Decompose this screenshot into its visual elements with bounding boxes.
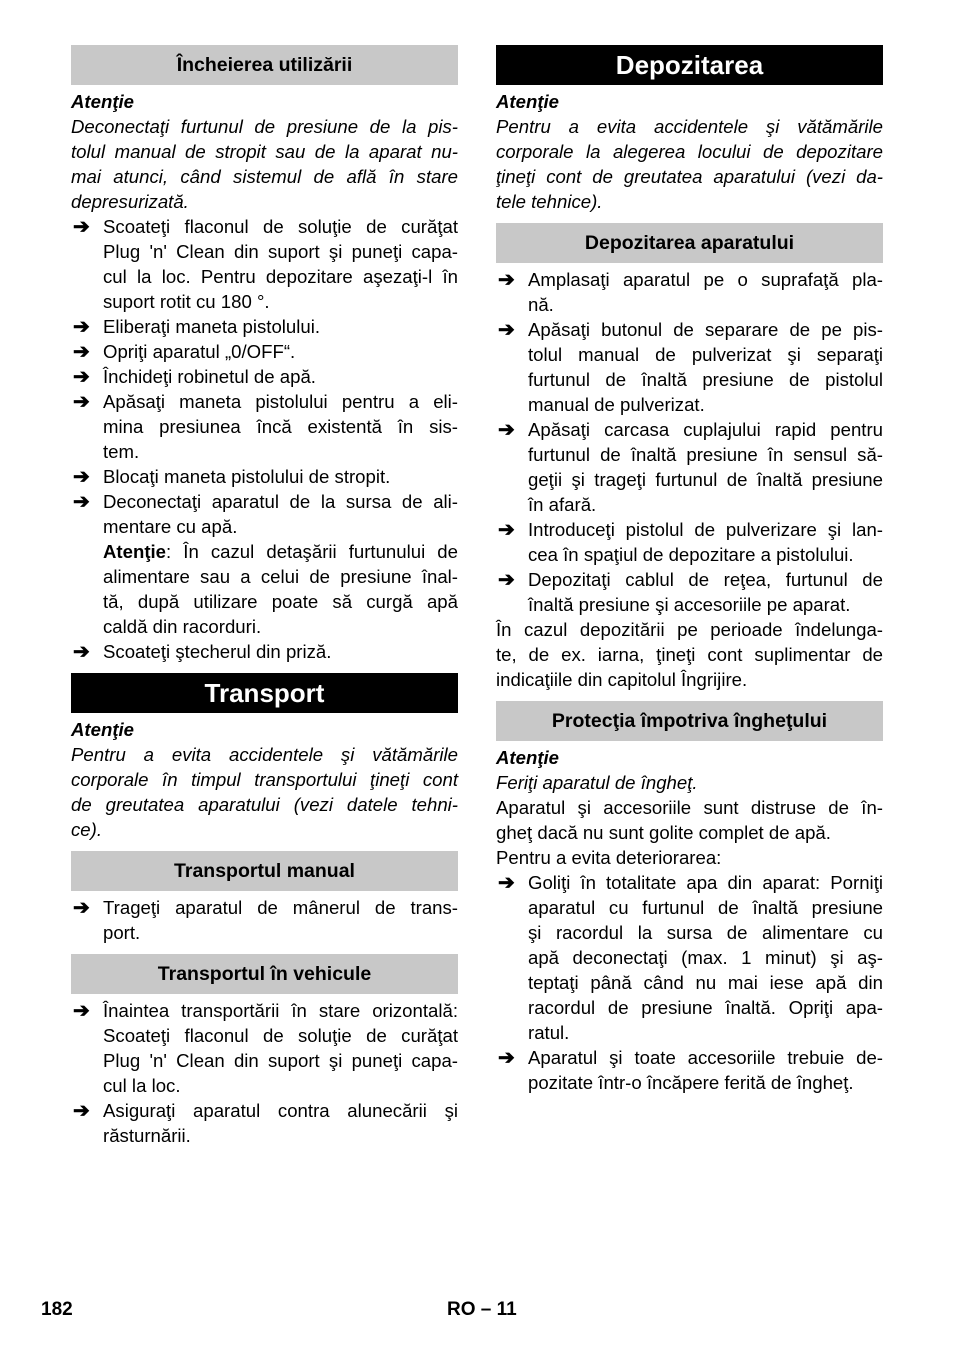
- note-line: alimentare sau a celui de presiune înal-: [103, 566, 458, 587]
- note-line: tă, după utilizare poate să curgă apă: [103, 591, 458, 612]
- warning-title: Atenţie: [71, 719, 135, 740]
- warning-line: corporale în timpul transportului ţineţi cont: [71, 769, 458, 790]
- list-item: ➔ Deconectaţi aparatul de la sursa de ali- mentare cu apă.: [73, 491, 458, 537]
- arrow-right-icon: ➔: [498, 519, 515, 541]
- warning-title: Atenţie: [71, 91, 135, 112]
- warning-line: depresurizată.: [71, 191, 189, 212]
- list-item: ➔ Amplasaţi aparatul pe o suprafaţă pla- nă.: [498, 269, 883, 315]
- arrow-right-icon: ➔: [73, 466, 90, 488]
- note-label: Atenţie: [103, 541, 167, 562]
- arrow-right-icon: ➔: [498, 872, 515, 894]
- paragraph-line: indicaţiile din capitolul Îngrijire.: [496, 669, 748, 690]
- arrow-right-icon: ➔: [73, 491, 90, 513]
- list-item: ➔ Scoateţi ştecherul din priză.: [73, 641, 332, 663]
- arrow-right-icon: ➔: [498, 319, 515, 341]
- paragraph-line: În cazul depozitării pe perioade îndelunga-: [496, 619, 883, 640]
- list-item: ➔ Scoateţi flaconul de soluţie de curăţat Plug 'n' Clean din suport şi puneţi capa- cul la loc. Pentru depozitare aşezaţi-l în suport rotit cu 180 °.: [73, 216, 458, 312]
- list-item: ➔ Opriţi aparatul „0/OFF“.: [73, 341, 296, 363]
- page-number: 182: [41, 1299, 73, 1320]
- page-label: RO – 11: [447, 1299, 517, 1320]
- arrow-right-icon: ➔: [73, 391, 90, 413]
- list-item: ➔ Asiguraţi aparatul contra alunecării şi răsturnării.: [73, 1100, 458, 1146]
- warning-line: Pentru a evita accidentele şi vătămările: [496, 116, 883, 137]
- paragraph-line: gheţ dacă nu sunt golite complet de apă.: [496, 822, 831, 843]
- section-heading-protectia: Protecţia împotriva îngheţului: [496, 701, 883, 741]
- warning-line: tele tehnice).: [496, 191, 603, 212]
- list-item: ➔ Introduceţi pistolul de pulverizare şi lan- cea în spaţiul de depozitare a pistolului.: [498, 519, 883, 565]
- section-heading-transport-manual: Transportul manual: [71, 851, 458, 891]
- arrow-right-icon: ➔: [498, 1047, 515, 1069]
- list-item: ➔ Depozitaţi cablul de reţea, furtunul de înaltă presiune şi accesoriile pe aparat.: [498, 569, 883, 615]
- warning-line: mai atunci, când sistemul de află în stare: [71, 166, 458, 187]
- warning-line: ţineţi cont de greutatea aparatului (vezi da-: [496, 166, 883, 187]
- paragraph-line: Aparatul şi accesoriile sunt distruse de în-: [496, 797, 883, 818]
- list-item: ➔ Apăsaţi maneta pistolului pentru a eli- mina presiunea încă existentă în sis- tem.: [73, 391, 458, 462]
- section-heading-incheierea: Încheierea utilizării: [71, 45, 458, 85]
- right-column: [496, 45, 883, 1095]
- warning-line: tolul manual de stropit sau de la aparat nu-: [71, 141, 458, 162]
- warning-line: corporale la alegerea locului de depozitare: [496, 141, 883, 162]
- chapter-heading-transport: Transport: [71, 673, 458, 713]
- list-item: ➔ Goliţi în totalitate apa din aparat: Porniţi aparatul cu furtunul de înaltă presiune şi racordul la sursa de alimentare cu apă deconectaţi (max. 1 minut) şi aş- teptaţi până când nu mai iese apă din racordul de presiune înaltă. Opriţi apa- ratul.: [498, 872, 883, 1043]
- arrow-right-icon: ➔: [498, 569, 515, 591]
- warning-line: ce).: [71, 819, 102, 840]
- list-item: ➔ Aparatul şi toate accesoriile trebuie de- pozitate într-o încăpere ferită de îngheţ.: [498, 1047, 883, 1093]
- section-heading-depozitarea-aparatului: Depozitarea aparatului: [496, 223, 883, 263]
- list-item: ➔ Înaintea transportării în stare orizontală: Scoateţi flaconul de soluţie de curăţat Plug 'n' Clean din suport şi puneţi capa- cul la loc.: [73, 1000, 458, 1096]
- paragraph-line: Pentru a evita deteriorarea:: [496, 847, 722, 868]
- warning-line: Pentru a evita accidentele şi vătămările: [71, 744, 458, 765]
- paragraph-line: te, de ex. iarna, ţineţi cont suplimentar de: [496, 644, 883, 665]
- warning-title: Atenţie: [496, 747, 560, 768]
- arrow-right-icon: ➔: [73, 216, 90, 238]
- note-block: [71, 539, 458, 639]
- arrow-right-icon: ➔: [498, 419, 515, 441]
- warning-line: Feriţi aparatul de îngheţ.: [496, 772, 698, 793]
- left-column: [71, 45, 458, 1148]
- list-item: ➔ Apăsaţi butonul de separare de pe pis- tolul manual de pulverizat şi separaţi furtunul de înaltă presiune de pistolul manual de pulverizat.: [498, 319, 883, 415]
- note-line: caldă din racorduri.: [103, 616, 262, 637]
- list-item: ➔ Eliberaţi maneta pistolului.: [73, 316, 321, 338]
- section-heading-transport-vehicule: Transportul în vehicule: [71, 954, 458, 994]
- list-item: ➔ Închideţi robinetul de apă.: [73, 366, 316, 388]
- list-item: ➔ Trageţi aparatul de mânerul de trans- port.: [73, 897, 458, 943]
- chapter-heading-depozitarea: Depozitarea: [496, 45, 883, 85]
- arrow-right-icon: ➔: [73, 641, 90, 663]
- arrow-right-icon: ➔: [73, 1100, 90, 1122]
- note-text: : În cazul detaşării furtunului de: [166, 541, 458, 562]
- arrow-right-icon: ➔: [73, 341, 90, 363]
- list-item: ➔ Apăsaţi carcasa cuplajului rapid pentru furtunul de înaltă presiune în sensul să- geţii şi trageţi furtunul de înaltă presiune în afară.: [498, 419, 883, 515]
- warning-line: Deconectaţi furtunul de presiune de la pis-: [71, 116, 458, 137]
- list-item: ➔ Blocaţi maneta pistolului de stropit.: [73, 466, 391, 488]
- arrow-right-icon: ➔: [73, 1000, 90, 1022]
- arrow-right-icon: ➔: [73, 366, 90, 388]
- warning-line: de greutatea aparatului (vezi datele tehni-: [71, 794, 458, 815]
- warning-title: Atenţie: [496, 91, 560, 112]
- arrow-right-icon: ➔: [73, 316, 90, 338]
- arrow-right-icon: ➔: [73, 897, 90, 919]
- arrow-right-icon: ➔: [498, 269, 515, 291]
